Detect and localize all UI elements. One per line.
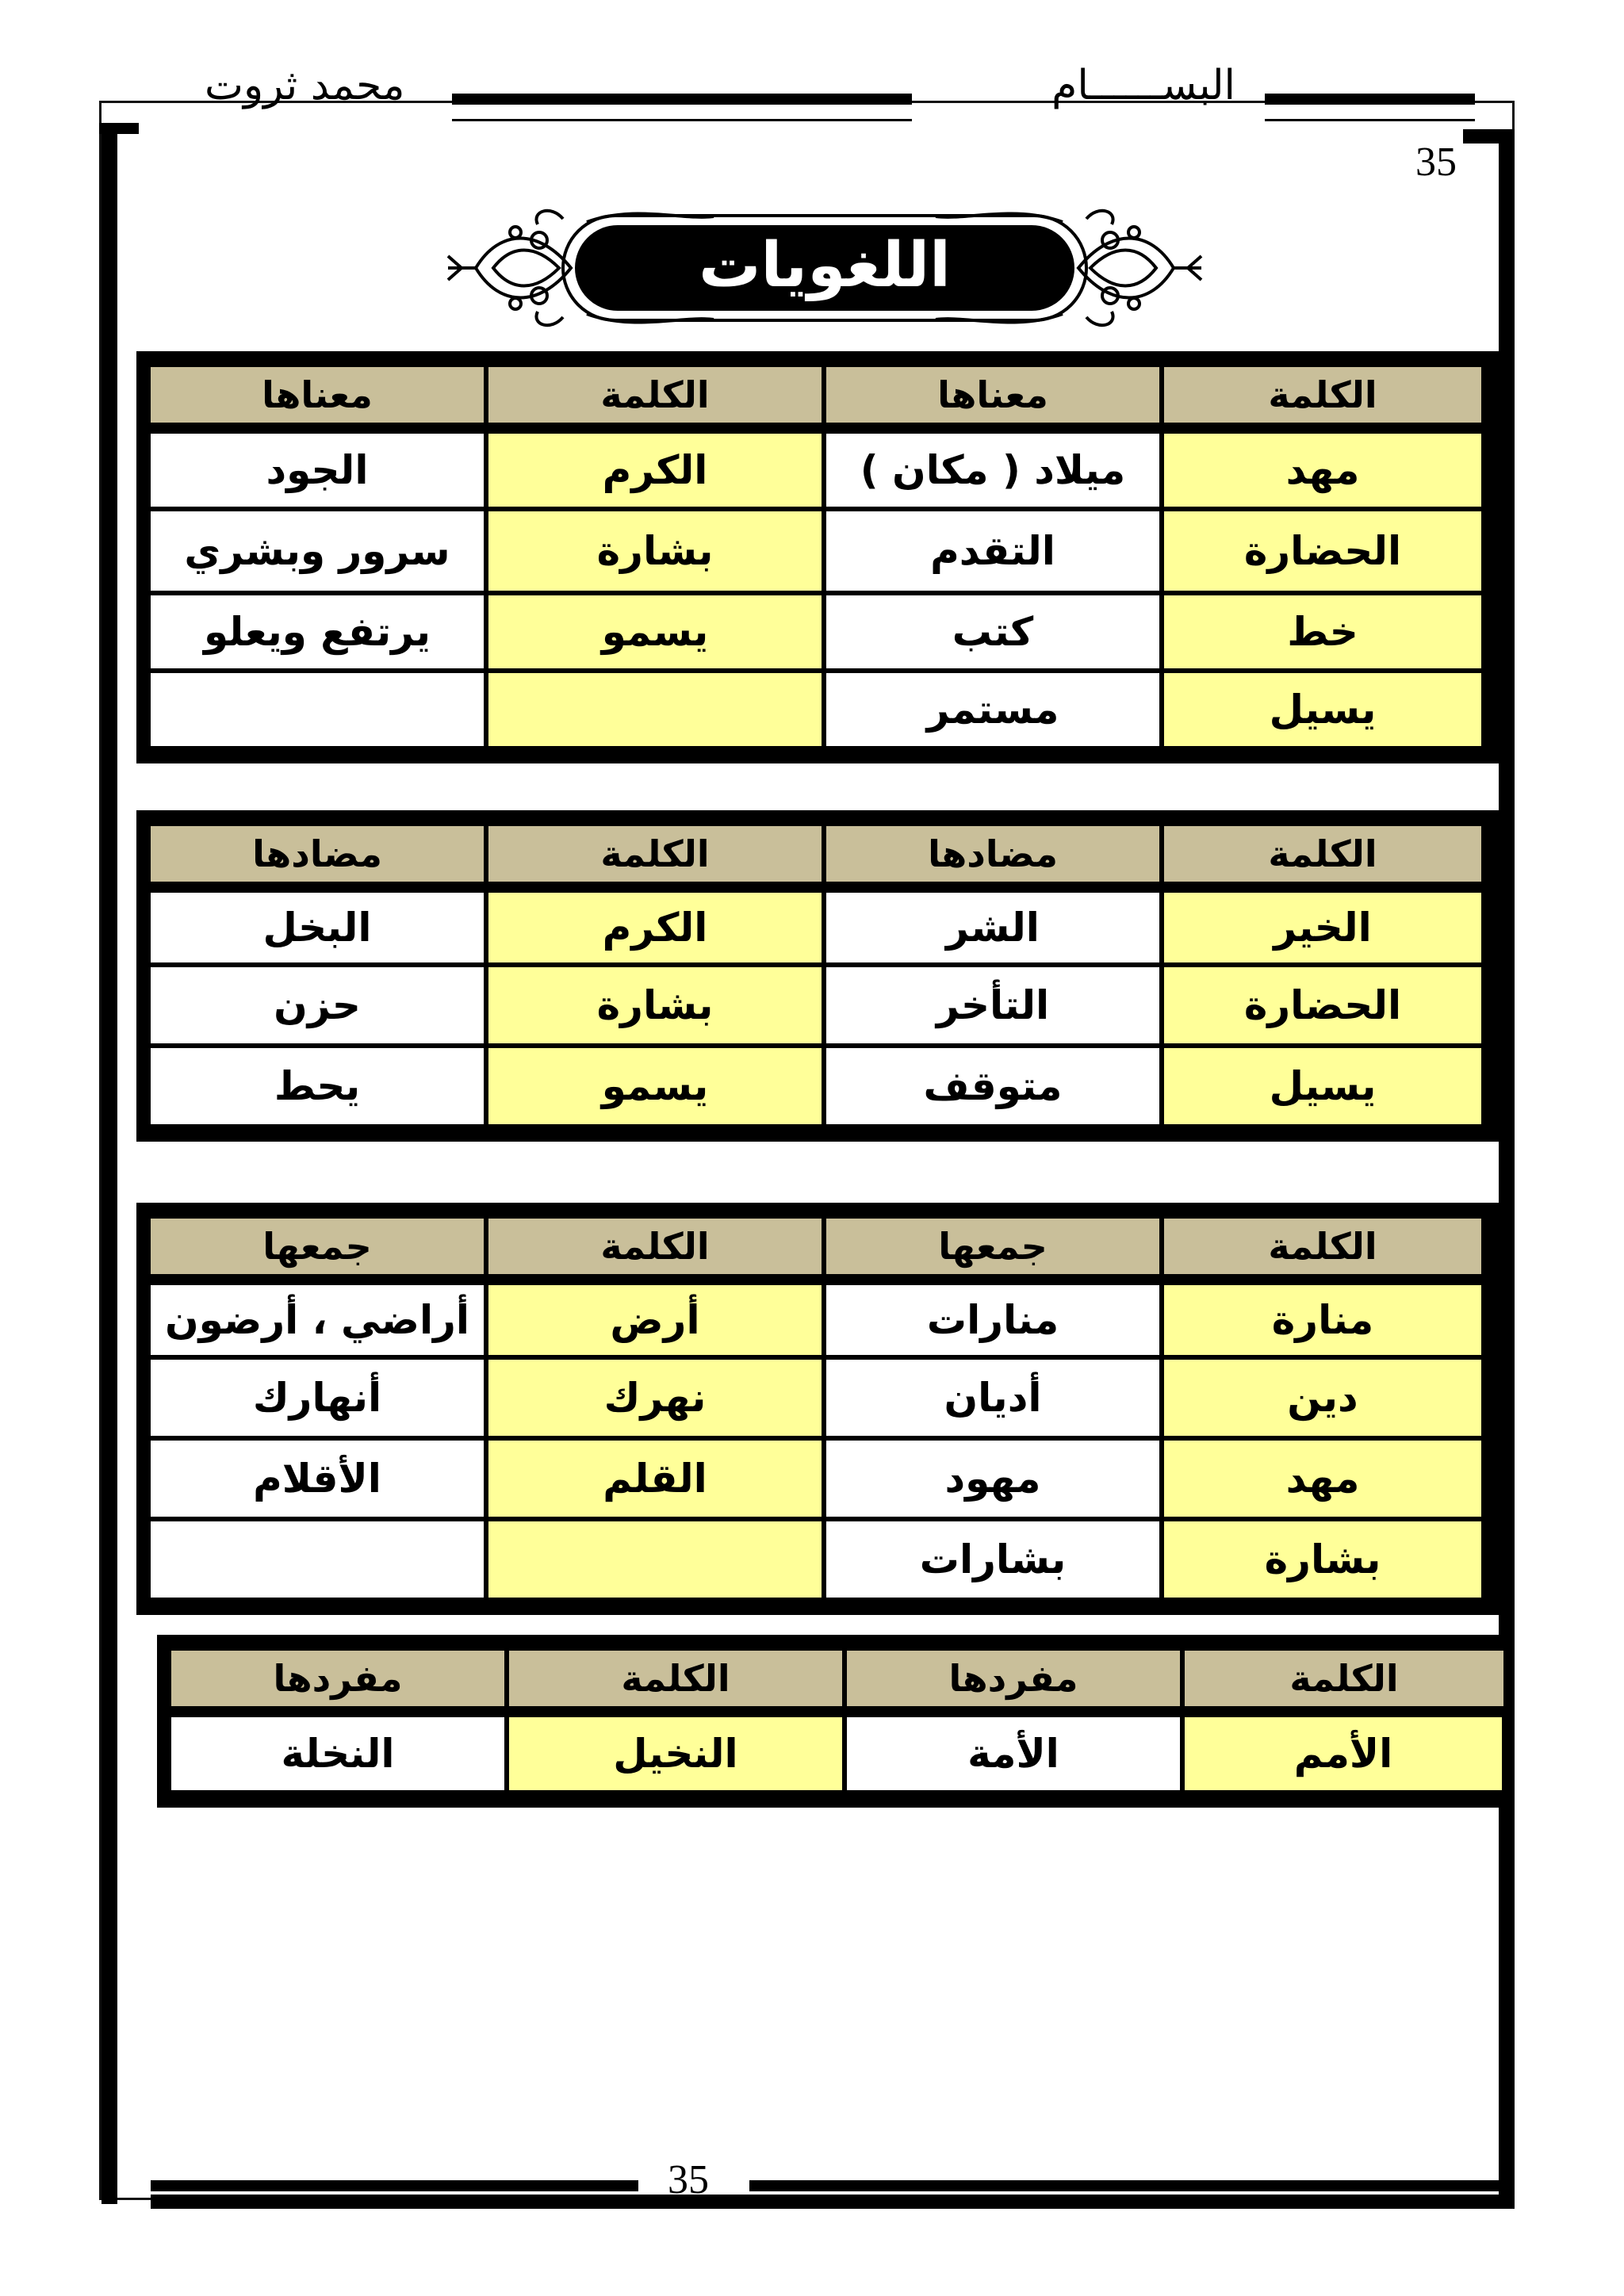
table-header-cell: الكلمة xyxy=(488,826,822,882)
value-cell: الأقلام xyxy=(151,1441,484,1517)
value-cell: ميلاد ( مكان ) xyxy=(826,434,1159,507)
header-author: محمد ثروت xyxy=(205,62,405,109)
word-cell: دين xyxy=(1164,1360,1481,1436)
table-header-cell: الكلمة xyxy=(488,1219,822,1274)
word-cell: الخير xyxy=(1164,893,1481,962)
page-border-bottom xyxy=(151,2195,1515,2209)
value-cell: كتب xyxy=(826,595,1159,668)
word-cell: بشارة xyxy=(488,511,822,591)
word-cell: الكرم xyxy=(488,434,822,507)
value-cell: أنهارك xyxy=(151,1360,484,1436)
word-cell: نهرك xyxy=(488,1360,822,1436)
word-cell: مهد xyxy=(1164,1441,1481,1517)
singulars-table xyxy=(157,1635,1513,1808)
value-cell: يرتفع ويعلو xyxy=(151,595,484,668)
word-cell: أرض xyxy=(488,1285,822,1355)
word-cell: يسيل xyxy=(1164,673,1481,746)
value-cell xyxy=(151,1521,484,1598)
value-cell: التقدم xyxy=(826,511,1159,591)
table-header-cell: مضادها xyxy=(826,826,1159,882)
table-header-cell: مفردها xyxy=(847,1651,1180,1706)
value-cell: الجود xyxy=(151,434,484,507)
value-cell: أراضي ، أرضون xyxy=(151,1285,484,1355)
value-cell: التأخر xyxy=(826,967,1159,1043)
plurals-table xyxy=(136,1203,1499,1615)
word-cell: يسمو xyxy=(488,1048,822,1124)
value-cell: مستمر xyxy=(826,673,1159,746)
value-cell: أديان xyxy=(826,1360,1159,1436)
word-cell: خط xyxy=(1164,595,1481,668)
page-border-corner xyxy=(1463,129,1515,144)
page-number-top: 35 xyxy=(1415,140,1457,185)
page-number-bottom: 35 xyxy=(668,2157,709,2202)
word-cell xyxy=(488,673,822,746)
table-header-cell: مفردها xyxy=(171,1651,504,1706)
word-cell: بشارة xyxy=(488,967,822,1043)
table-header-cell: مضادها xyxy=(151,826,484,882)
table-header-cell: الكلمة xyxy=(1164,367,1481,423)
word-cell: الحضارة xyxy=(1164,511,1481,591)
page-border-right xyxy=(1499,143,1515,2204)
table-header-cell: جمعها xyxy=(151,1219,484,1274)
table-header-cell: جمعها xyxy=(826,1219,1159,1274)
word-cell: منارة xyxy=(1164,1285,1481,1355)
word-cell: النخيل xyxy=(509,1717,842,1790)
table-grid xyxy=(151,367,1481,746)
table-header-cell: معناها xyxy=(151,367,484,423)
header-rule xyxy=(452,94,912,105)
header-rule xyxy=(1265,94,1475,105)
value-cell: حزن xyxy=(151,967,484,1043)
value-cell: الشر xyxy=(826,893,1159,962)
value-cell: يحط xyxy=(151,1048,484,1124)
table-header-cell: الكلمة xyxy=(1164,1219,1481,1274)
word-cell: الأمم xyxy=(1185,1717,1502,1790)
page-border-corner xyxy=(99,123,139,134)
word-cell: الحضارة xyxy=(1164,967,1481,1043)
word-cell: الكرم xyxy=(488,893,822,962)
word-cell: مهد xyxy=(1164,434,1481,507)
word-cell: يسمو xyxy=(488,595,822,668)
page-title: اللغويات xyxy=(699,230,951,301)
word-cell: بشارة xyxy=(1164,1521,1481,1598)
value-cell: البخل xyxy=(151,893,484,962)
value-cell: سرور وبشري xyxy=(151,511,484,591)
header-title: البســــــام xyxy=(1051,62,1235,109)
value-cell: الأمة xyxy=(847,1717,1180,1790)
meanings-table xyxy=(136,351,1499,763)
table-grid xyxy=(151,826,1481,1124)
value-cell: متوقف xyxy=(826,1048,1159,1124)
value-cell: منارات xyxy=(826,1285,1159,1355)
table-header-cell: الكلمة xyxy=(1185,1651,1503,1706)
table-header-cell: معناها xyxy=(826,367,1159,423)
header-rule xyxy=(452,119,912,121)
word-cell xyxy=(488,1521,822,1598)
footer-rule xyxy=(151,2180,638,2191)
word-cell: يسيل xyxy=(1164,1048,1481,1124)
table-header-cell: الكلمة xyxy=(509,1651,842,1706)
footer-rule xyxy=(749,2180,1499,2191)
table-header-cell: الكلمة xyxy=(488,367,822,423)
table-header-cell: الكلمة xyxy=(1164,826,1481,882)
table-grid xyxy=(151,1219,1481,1598)
table-grid xyxy=(171,1651,1502,1790)
page-border-left xyxy=(102,127,117,2204)
antonyms-table xyxy=(136,810,1499,1142)
value-cell: مهود xyxy=(826,1441,1159,1517)
header-rule xyxy=(1265,119,1475,121)
value-cell: النخلة xyxy=(171,1717,504,1790)
value-cell: بشارات xyxy=(826,1521,1159,1598)
value-cell xyxy=(151,673,484,746)
word-cell: القلم xyxy=(488,1441,822,1517)
